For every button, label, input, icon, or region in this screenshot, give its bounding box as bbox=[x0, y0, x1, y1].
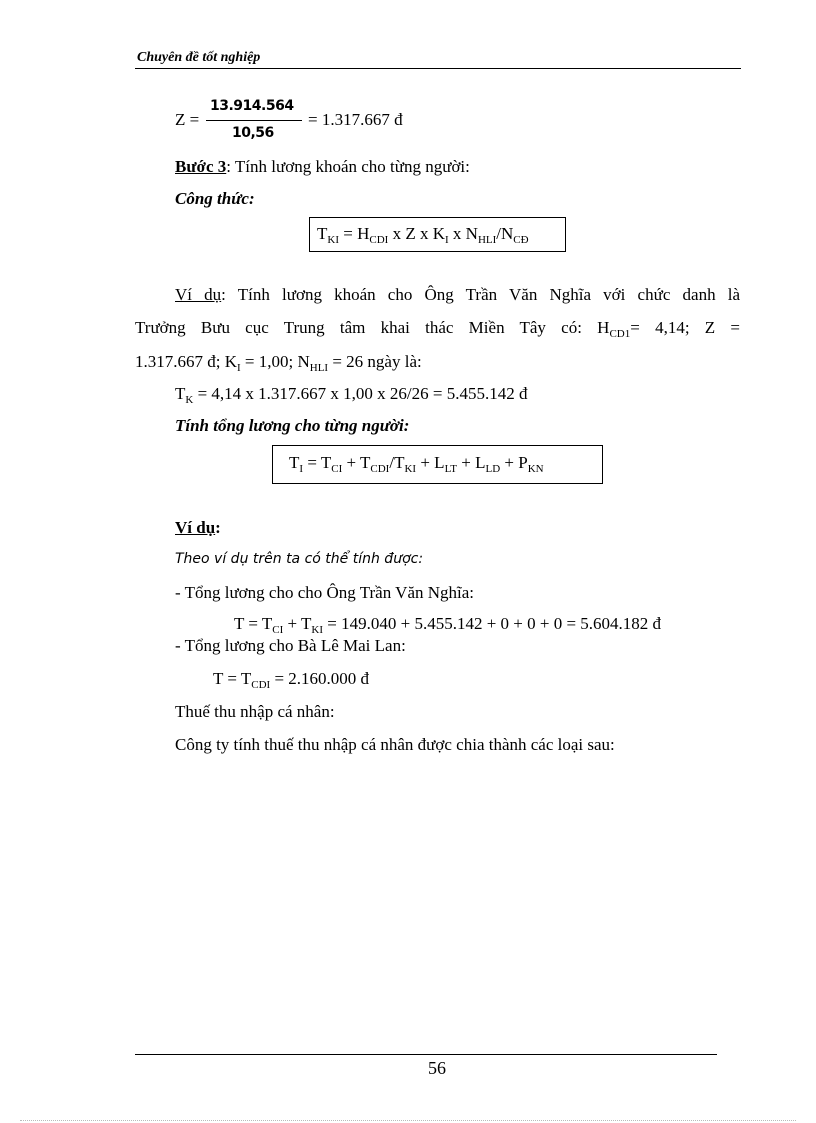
f2-f-sub: KN bbox=[527, 463, 544, 475]
f1-p1: = H bbox=[339, 224, 370, 243]
calc1-sub-ki: KI bbox=[311, 624, 324, 636]
example1-text1: : Tính lương khoán cho Ông Trần Văn Nghĩa với chức danh là bbox=[221, 285, 741, 304]
f1-p1-sub: CDI bbox=[369, 234, 389, 246]
f1-p4: /N bbox=[496, 224, 514, 243]
f2-t-sub: I bbox=[299, 463, 304, 475]
example2-calc1 bbox=[234, 614, 661, 634]
calc2-sub-cdi: CDI bbox=[251, 679, 271, 691]
f2-d-sub: LT bbox=[444, 463, 457, 475]
calc1-b: + T bbox=[283, 614, 312, 633]
z-label: Z = bbox=[175, 110, 200, 129]
calc1-sub-ci: CI bbox=[272, 624, 284, 636]
example2-line2: - Tổng lương cho Bà Lê Mai Lan: bbox=[175, 636, 406, 655]
f2-e-sub: LD bbox=[485, 463, 501, 475]
fraction-numerator: 13.914.564 bbox=[210, 98, 294, 114]
total-heading: Tính tổng lương cho từng người: bbox=[175, 416, 410, 435]
f1-t: T bbox=[317, 224, 328, 243]
f2-c-sub: KI bbox=[404, 463, 417, 475]
calc1-a: T = T bbox=[234, 614, 273, 633]
example1-text3a: 1.317.667 đ; K bbox=[135, 352, 237, 371]
page-header-title: Chuyên đề tốt nghiệp bbox=[137, 50, 261, 65]
calc2-b: = 2.160.000 đ bbox=[270, 669, 370, 688]
formula-ti bbox=[289, 453, 544, 473]
calc2-a: T = T bbox=[213, 669, 252, 688]
example1-line2 bbox=[135, 318, 740, 338]
f1-t-sub: KI bbox=[327, 234, 339, 246]
f2-b: + T bbox=[342, 453, 371, 472]
example2-intro: Theo ví dụ trên ta có thể tính được: bbox=[175, 551, 424, 567]
f1-p2-sub: I bbox=[445, 234, 449, 246]
tax-heading: Thuế thu nhập cá nhân: bbox=[175, 702, 335, 721]
tax-text: Công ty tính thuế thu nhập cá nhân được chia thành các loại sau: bbox=[175, 735, 615, 754]
formula-tki bbox=[317, 224, 529, 244]
f2-c: /T bbox=[389, 453, 405, 472]
example1-text3c: = 26 ngày là: bbox=[328, 352, 422, 371]
calc-text: = 4,14 x 1.317.667 x 1,00 x 26/26 = 5.455.142 đ bbox=[193, 384, 528, 403]
f2-a: = T bbox=[303, 453, 332, 472]
page-bottom-dotted-edge bbox=[20, 1120, 796, 1121]
f2-t: T bbox=[289, 453, 300, 472]
step3-text: : Tính lương khoán cho từng người: bbox=[226, 157, 470, 176]
example2-line1: - Tổng lương cho cho Ông Trần Văn Nghĩa: bbox=[175, 583, 475, 602]
f1-p3: x N bbox=[448, 224, 478, 243]
f2-b-sub: CDI bbox=[370, 463, 390, 475]
calc-t: T bbox=[175, 384, 186, 403]
f1-p4-sub: CĐ bbox=[513, 234, 529, 246]
example2-colon: : bbox=[215, 518, 221, 537]
example1-sub-i: I bbox=[237, 362, 241, 374]
formula-heading: Công thức: bbox=[175, 189, 255, 208]
footer-rule bbox=[135, 1054, 717, 1055]
f1-p3-sub: HLI bbox=[477, 234, 497, 246]
example2-heading bbox=[175, 518, 221, 538]
example1-line1 bbox=[175, 285, 740, 305]
example1-text3b: = 1,00; N bbox=[240, 352, 310, 371]
step3-line bbox=[175, 157, 470, 177]
example1-sub-hli: HLI bbox=[309, 362, 329, 374]
calc1-c: = 149.040 + 5.455.142 + 0 + 0 + 0 = 5.604.182 đ bbox=[323, 614, 662, 633]
step3-label: Bước 3 bbox=[175, 157, 227, 176]
z-result: = 1.317.667 đ bbox=[308, 110, 403, 129]
calc-t-sub: K bbox=[185, 394, 194, 406]
fraction-bar bbox=[206, 120, 302, 121]
example1-text2a: Trưởng Bưu cục Trung tâm khai thác Miền Tây có: H bbox=[135, 318, 610, 337]
example2-calc2 bbox=[213, 669, 369, 689]
example1-label: Ví dụ bbox=[175, 285, 222, 304]
header-rule bbox=[135, 68, 741, 69]
f2-d: + L bbox=[416, 453, 445, 472]
f2-a-sub: CI bbox=[331, 463, 343, 475]
example1-sub-cd1: CD1 bbox=[609, 328, 631, 340]
f2-e: + L bbox=[457, 453, 486, 472]
example2-label: Ví dụ bbox=[175, 518, 216, 537]
example1-calc bbox=[175, 384, 528, 404]
fraction-denominator: 10,56 bbox=[232, 125, 274, 141]
page-number: 56 bbox=[428, 1058, 446, 1078]
example1-text2b: = 4,14; Z = bbox=[630, 318, 740, 337]
f2-f: + P bbox=[500, 453, 528, 472]
f1-p2: x Z x K bbox=[388, 224, 445, 243]
example1-line3 bbox=[135, 352, 422, 372]
